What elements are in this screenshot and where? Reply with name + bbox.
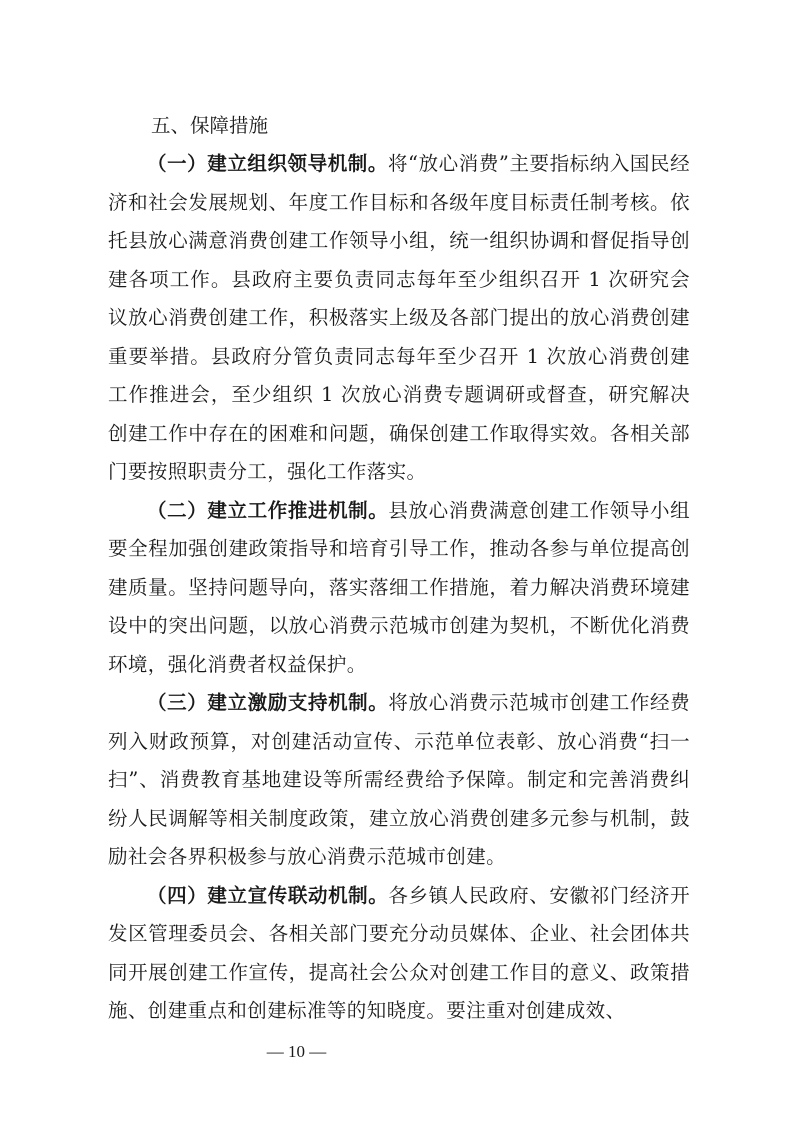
document-body	[108, 107, 690, 1031]
paragraph-text: 将放心消费示范城市创建工作经费列入财政预算，对创建活动宣传、示范单位表彰、放心消费“扫一扫”、消费教育基地建设等所需经费给予保障。制定和完善消费纠纷人民调解等相关制度政策，建立放心消费创建多元参与机制，鼓励社会各界积极参与放心消费示范城市创建。	[108, 691, 690, 868]
paragraph-promotion-mechanism	[108, 492, 690, 685]
section-heading: 五、保障措施	[151, 114, 269, 137]
paragraph-publicity-mechanism	[108, 877, 690, 1031]
page-number: — 10 —	[266, 1042, 327, 1061]
paragraph-leadership-mechanism	[108, 145, 690, 492]
paragraph-lead: （二）建立工作推进机制。	[147, 498, 389, 522]
paragraph-text: 县放心消费满意创建工作领导小组要全程加强创建政策指导和培育引导工作，推动各参与单位提高创建质量。坚持问题导向，落实落细工作措施，着力解决消费环境建设中的突出问题，以放心消费示范城市创建为契机，不断优化消费环境，强化消费者权益保护。	[108, 498, 690, 676]
paragraph-text: 各乡镇人民政府、安徽祁门经济开发区管理委员会、各相关部门要充分动员媒体、企业、社会团体共同开展创建工作宣传，提高社会公众对创建工作目的意义、政策措施、创建重点和创建标准等的知晓度。要注重对创建成效、	[108, 883, 690, 1022]
paragraph-lead: （三）建立激励支持机制。	[147, 691, 389, 714]
paragraph-text: 将“放心消费”主要指标纳入国民经济和社会发展规划、年度工作目标和各级年度目标责任制考核。依托县放心满意消费创建工作领导小组，统一组织协调和督促指导创建各项工作。县政府主要负责同志每年至少组织召开 1 次研究会议放心消费创建工作，积极落实上级及各部门提出的放心消费创建重要举措。县政府分管负责同志每年至少召开 1 次放心消费创建工作推进会，至少组织 1 次放心消费专题调研或督查，研究解决创建工作中存在的困难和问题，确保创建工作取得实效。各相关部门要按照职责分工，强化工作落实。	[108, 152, 690, 483]
paragraph-lead: （四）建立宣传联动机制。	[147, 883, 389, 907]
paragraph-lead: （一）建立组织领导机制。	[147, 152, 388, 175]
paragraph-incentive-mechanism	[108, 684, 690, 877]
